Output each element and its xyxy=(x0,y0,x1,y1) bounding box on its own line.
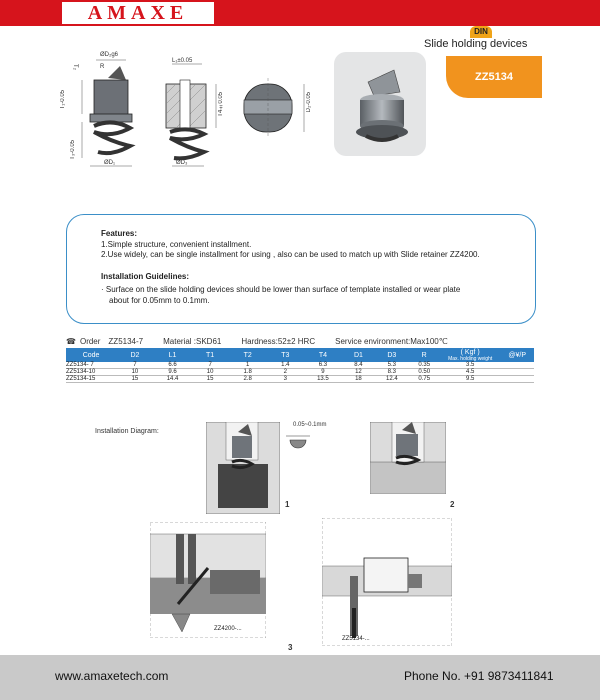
col-d2: D2 xyxy=(116,348,154,362)
col-t1: T1 xyxy=(191,348,229,362)
table-cell: 9.6 xyxy=(154,369,192,376)
table-cell: 14.4 xyxy=(154,376,192,383)
table-cell: 18 xyxy=(342,376,375,383)
table-cell xyxy=(500,376,534,383)
table-cell: 9.5 xyxy=(440,376,501,383)
table-cell: ZZ5134-15 xyxy=(66,376,116,383)
spec-table xyxy=(66,348,534,383)
dim-d1: ØD₁ xyxy=(104,160,116,166)
front-view-drawing xyxy=(82,60,132,166)
col-holding-weight xyxy=(440,348,501,362)
technical-drawings xyxy=(68,48,318,178)
table-cell: 9 xyxy=(304,369,342,376)
dim-t4: T4±0.05 xyxy=(218,92,224,117)
figure-number-3: 3 xyxy=(288,643,293,652)
table-cell: 15 xyxy=(116,376,154,383)
table-cell: 8.3 xyxy=(375,369,408,376)
gap-dimension: 0.05~0.1mm xyxy=(293,422,327,428)
table-cell: 8.4 xyxy=(342,362,375,369)
hardness-text: Hardness:52±2 HRC xyxy=(241,337,316,346)
installation-diagram-label: Installation Diagram: xyxy=(95,428,159,435)
order-info-line xyxy=(66,337,468,346)
installation-figure-3 xyxy=(150,522,266,638)
table-cell: 12.4 xyxy=(375,376,408,383)
col-l1: L1 xyxy=(154,348,192,362)
table-cell: 2 xyxy=(267,369,305,376)
figure-3-part-label: ZZ4200-... xyxy=(214,626,242,632)
table-cell: 0.35 xyxy=(409,362,440,369)
features-title: Features: xyxy=(101,229,138,238)
col-price: @¥/P xyxy=(500,348,534,362)
environment-text: Service environment:Max100℃ xyxy=(335,337,448,346)
bullet-icon: · xyxy=(101,285,106,294)
brand-logo: AMAXE xyxy=(62,2,214,24)
table-cell: ZZ5134- 7 xyxy=(66,362,116,369)
order-value: ZZ5134-7 xyxy=(108,337,144,346)
table-cell: 3 xyxy=(267,376,305,383)
table-cell: 1.4 xyxy=(267,362,305,369)
dim-d3: ØD₃ xyxy=(176,160,188,166)
features-box xyxy=(66,214,536,324)
table-cell: 15 xyxy=(191,376,229,383)
table-cell: 6.6 xyxy=(154,362,192,369)
din-badge: DIN xyxy=(470,26,492,38)
table-row xyxy=(66,376,534,383)
order-label: Order xyxy=(79,337,101,346)
phone-icon: ☎ xyxy=(66,337,76,346)
table-row xyxy=(66,369,534,376)
table-cell: 6.3 xyxy=(304,362,342,369)
product-code-badge: ZZ5134 xyxy=(446,56,542,98)
table-cell: 3.5 xyxy=(440,362,501,369)
table-cell: 0.75 xyxy=(409,376,440,383)
dim-t1: T₁-0.05 xyxy=(60,90,66,110)
gap-detail-icon xyxy=(284,432,314,456)
table-cell: 13.5 xyxy=(304,376,342,383)
table-cell: 7 xyxy=(191,362,229,369)
table-cell: 1.8 xyxy=(229,369,267,376)
dim-d2: ØD₂g6 xyxy=(100,52,119,58)
table-cell: ZZ5134-10 xyxy=(66,369,116,376)
guideline-text-cont: about for 0.05mm to 0.1mm. xyxy=(109,296,210,305)
feature-item: 1.Simple structure, convenient installment. xyxy=(101,240,252,249)
dim-d2b: D₂-0.05 xyxy=(306,92,312,113)
dim-l1: L₁±0.05 xyxy=(172,58,193,64)
table-cell xyxy=(500,369,534,376)
table-cell: 0.50 xyxy=(409,369,440,376)
website-link[interactable]: www.amaxetech.com xyxy=(55,669,169,683)
installation-figure-1 xyxy=(206,422,280,514)
dim-t3: T₃-0.05 xyxy=(70,140,76,160)
guideline-text: Surface on the slide holding devices should be lower than surface of template installed or wear plate xyxy=(105,285,461,294)
table-cell: 10 xyxy=(191,369,229,376)
col-max-holding-label: Max. holding weight xyxy=(448,355,493,362)
dim-t2: T₂ xyxy=(72,64,78,70)
figure-number-1: 1 xyxy=(285,500,290,509)
col-d1: D1 xyxy=(342,348,375,362)
table-cell: 12 xyxy=(342,369,375,376)
dim-r: R xyxy=(100,64,105,70)
table-cell: 7 xyxy=(116,362,154,369)
section-view-drawing xyxy=(166,64,216,166)
table-cell: 4.5 xyxy=(440,369,501,376)
feature-item: 2.Use widely, can be single installment for using , also can be used to match up with Slide retainer ZZ4200. xyxy=(101,250,480,259)
product-subtitle: Slide holding devices xyxy=(424,38,528,50)
figure-number-2: 2 xyxy=(450,500,455,509)
col-d3: D3 xyxy=(375,348,408,362)
table-cell: 1 xyxy=(229,362,267,369)
installation-guidelines-title: Installation Guidelines: xyxy=(101,272,190,281)
top-view-drawing xyxy=(244,78,304,138)
col-r: R xyxy=(409,348,440,362)
table-cell: 5.3 xyxy=(375,362,408,369)
col-t2: T2 xyxy=(229,348,267,362)
figure-4-part-label: ZZ5134-... xyxy=(342,636,370,642)
table-header-row xyxy=(66,348,534,362)
phone-number: Phone No. +91 9873411841 xyxy=(404,669,554,683)
col-kgf-label: ( Kgf ) xyxy=(460,348,480,356)
col-t3: T3 xyxy=(267,348,305,362)
installation-figure-4 xyxy=(322,518,452,646)
col-t4: T4 xyxy=(304,348,342,362)
material-text: Material :SKD61 xyxy=(163,337,222,346)
installation-figure-2 xyxy=(370,422,446,494)
product-photo xyxy=(334,52,426,156)
table-cell: 2.8 xyxy=(229,376,267,383)
table-cell: 10 xyxy=(116,369,154,376)
guideline-item xyxy=(101,285,460,294)
col-code: Code xyxy=(66,348,116,362)
